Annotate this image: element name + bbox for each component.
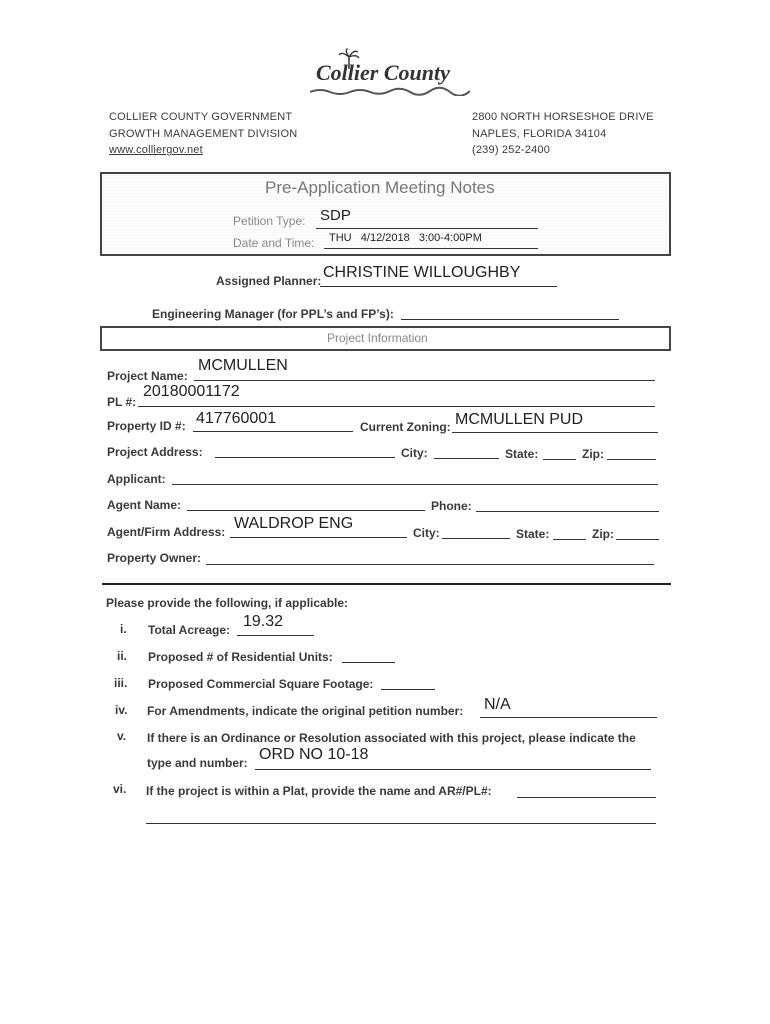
total-acreage-label: Total Acreage: <box>148 623 231 637</box>
ordinance-value[interactable]: ORD NO 10-18 <box>259 746 369 763</box>
total-acreage-line <box>237 635 314 636</box>
property-owner-label: Property Owner: <box>107 551 202 565</box>
amendments-label: For Amendments, indicate the original petition number: <box>147 704 464 718</box>
project-zip-line <box>607 459 656 460</box>
petition-type-value[interactable]: SDP <box>320 207 351 224</box>
street-address: 2800 NORTH HORSESHOE DRIVE <box>472 111 654 123</box>
total-acreage-value[interactable]: 19.32 <box>243 613 284 630</box>
agent-name-line <box>187 510 425 511</box>
property-id-line <box>193 431 353 432</box>
commercial-footage-line <box>381 689 435 690</box>
project-info-heading: Project Information <box>327 331 428 345</box>
project-name-line <box>194 380 655 381</box>
project-address-label: Project Address: <box>107 445 203 459</box>
city-state-zip: NAPLES, FLORIDA 34104 <box>472 127 607 140</box>
pl-number-line <box>138 406 655 407</box>
org-name: COLLIER COUNTY GOVERNMENT <box>109 111 293 123</box>
amendments-value[interactable]: N/A <box>484 696 511 713</box>
meeting-notes-box <box>100 172 671 256</box>
petition-type-label: Petition Type: <box>233 214 306 228</box>
property-id-value[interactable]: 417760001 <box>196 410 277 427</box>
project-state-label: State: <box>505 447 539 461</box>
item-iii-number: iii. <box>114 676 128 690</box>
agent-city-line <box>442 538 510 539</box>
agent-firm-line <box>230 537 407 538</box>
plat-line <box>517 797 656 798</box>
engineering-manager-line <box>401 319 619 320</box>
zoning-label: Current Zoning: <box>360 420 451 434</box>
date-time-label: Date and Time: <box>233 236 315 250</box>
plat-label: If the project is within a Plat, provide the name and AR#/PL#: <box>146 784 492 798</box>
project-info-box <box>100 326 671 351</box>
assigned-planner-value[interactable]: CHRISTINE WILLOUGHBY <box>323 264 521 281</box>
applicable-intro: Please provide the following, if applicable: <box>106 596 349 610</box>
project-zip-label: Zip: <box>582 447 604 461</box>
agent-zip-label: Zip: <box>592 527 614 541</box>
header-right <box>472 109 654 159</box>
project-name-label: Project Name: <box>107 369 188 383</box>
section-divider <box>102 583 671 585</box>
ordinance-label-2: type and number: <box>147 756 248 770</box>
phone-label: Phone: <box>431 499 472 513</box>
item-iv-number: iv. <box>115 703 128 717</box>
zoning-value[interactable]: MCMULLEN PUD <box>455 411 584 428</box>
property-id-label: Property ID #: <box>107 419 186 433</box>
agent-firm-label: Agent/Firm Address: <box>107 525 226 539</box>
ordinance-line <box>255 769 651 770</box>
item-v-number: v. <box>117 729 127 743</box>
agent-state-label: State: <box>516 527 550 541</box>
plat-line-2 <box>146 823 656 824</box>
assigned-planner-label: Assigned Planner: <box>216 274 322 288</box>
residential-units-line <box>342 662 395 663</box>
county-logo <box>300 48 470 100</box>
item-ii-number: ii. <box>117 649 128 663</box>
form-title: Pre-Application Meeting Notes <box>265 178 495 197</box>
header-left <box>109 109 297 159</box>
petition-type-line <box>316 228 538 229</box>
commercial-footage-label: Proposed Commercial Square Footage: <box>148 677 374 691</box>
logo-wave <box>310 86 470 96</box>
project-city-label: City: <box>401 446 428 460</box>
phone-number: (239) 252-2400 <box>472 144 551 156</box>
amendments-line <box>480 717 657 718</box>
property-owner-line <box>206 564 654 565</box>
division-name: GROWTH MANAGEMENT DIVISION <box>109 127 298 140</box>
phone-line <box>476 511 659 512</box>
applicant-line <box>172 484 658 485</box>
date-time-line <box>324 248 538 249</box>
pl-number-value[interactable]: 20180001172 <box>143 383 240 400</box>
applicant-label: Applicant: <box>107 472 166 486</box>
pl-number-label: PL #: <box>107 395 137 409</box>
project-address-line <box>215 457 395 458</box>
residential-units-label: Proposed # of Residential Units: <box>148 650 333 664</box>
engineering-manager-label: Engineering Manager (for PPL’s and FP’s): <box>152 307 394 321</box>
date-time-value[interactable]: THU 4/12/2018 3:00-4:00PM <box>329 232 482 244</box>
project-name-value[interactable]: MCMULLEN <box>198 357 288 374</box>
agent-city-label: City: <box>413 526 440 540</box>
agent-firm-value[interactable]: WALDROP ENG <box>234 515 354 532</box>
agent-zip-line <box>616 539 659 540</box>
logo-text: Collier County <box>316 60 450 85</box>
ordinance-label: If there is an Ordinance or Resolution associated with this project, please indicate the <box>147 731 636 745</box>
website-link[interactable]: www.colliergov.net <box>109 144 203 156</box>
project-state-line <box>543 459 576 460</box>
item-vi-number: vi. <box>113 782 127 796</box>
zoning-line <box>452 432 658 433</box>
item-i-number: i. <box>120 622 127 636</box>
project-city-line <box>434 458 499 459</box>
agent-name-label: Agent Name: <box>107 498 182 512</box>
assigned-planner-line <box>320 286 557 287</box>
agent-state-line <box>553 539 586 540</box>
